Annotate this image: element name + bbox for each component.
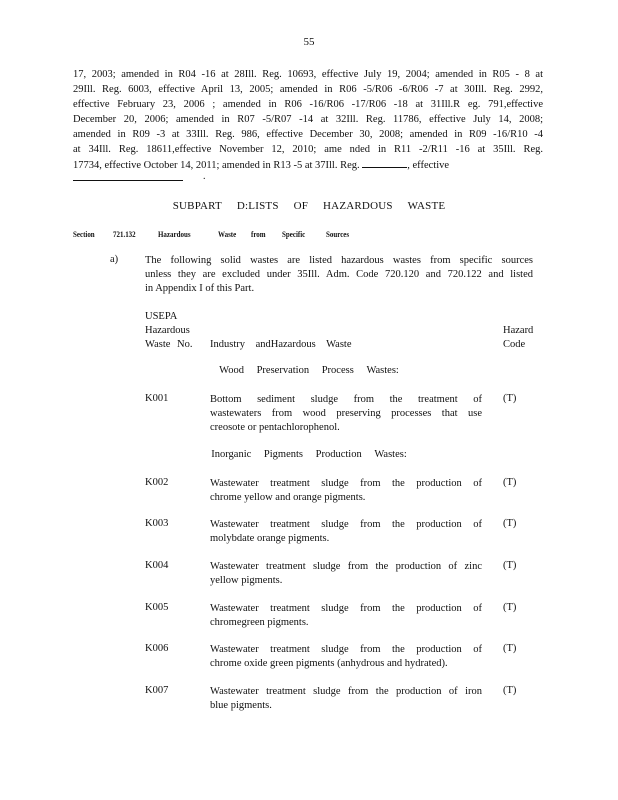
waste-description <box>210 518 482 546</box>
description-line: Bottom sediment sludge from the treatment of <box>210 394 482 405</box>
header-code: Code <box>503 339 526 350</box>
signature-dot: . <box>203 171 206 182</box>
section-number: 721.132 <box>113 229 136 239</box>
hazard-code: (T) <box>503 518 517 529</box>
group-title-word: Process <box>321 365 354 376</box>
waste-code: K007 <box>145 685 169 696</box>
description-line: blue pigments. <box>210 700 272 711</box>
paragraph-line: unless they are excluded under 35Ill. Adm. Code 720.120 and 720.122 and listed <box>145 269 533 280</box>
header-hazardous: Hazardous <box>145 325 190 336</box>
section-title-word: Waste <box>218 229 237 239</box>
subpart-title-word: HAZARDOUS <box>323 200 393 212</box>
group-title-word: Wastes: <box>374 449 407 460</box>
description-line: Wastewater treatment sludge from the production of <box>210 519 482 530</box>
group-title-word: Pigments <box>263 449 303 460</box>
history-line: December 20, 2006; amended in R07 -5/R07 -14 at 32Ill. Reg. 11786, effective July 14, 2008; <box>73 114 543 125</box>
section-title-word: Specific <box>282 229 306 239</box>
waste-code: K001 <box>145 393 169 404</box>
paragraph-line: in Appendix I of this Part. <box>145 283 255 294</box>
waste-description <box>210 685 482 713</box>
description-line: yellow pigments. <box>210 575 283 586</box>
description-line: Wastewater treatment sludge from the production of zinc <box>210 561 482 572</box>
waste-code: K006 <box>145 643 169 654</box>
hazard-code: (T) <box>503 393 517 404</box>
section-title-word: Sources <box>326 229 350 239</box>
group-heading-wood <box>0 365 618 376</box>
description-line: Wastewater treatment sludge from the production of iron <box>210 686 482 697</box>
paragraph-line: The following solid wastes are listed hazardous wastes from specific sources <box>145 255 533 266</box>
group-title-word: Inorganic <box>211 449 252 460</box>
waste-description <box>210 602 482 630</box>
description-line: chrome yellow and orange pigments. <box>210 492 366 503</box>
description-line: Wastewater treatment sludge from the production of <box>210 478 482 489</box>
header-usepa: USEPA <box>145 311 178 322</box>
hazard-code: (T) <box>503 685 517 696</box>
waste-description <box>210 393 482 435</box>
history-line: at 34Ill. Reg. 18611,effective November 12, 2010; ame nded in R11 -2/R11 -16 at 35Ill. Reg. <box>73 144 543 155</box>
subpart-heading <box>0 200 618 212</box>
subpart-title-word: D:LISTS <box>236 200 279 212</box>
waste-code: K003 <box>145 518 169 529</box>
description-line: molybdate orange pigments. <box>210 533 330 544</box>
group-title-word: Wood <box>219 365 244 376</box>
history-end: , effective <box>407 160 450 171</box>
section-title-word: Hazardous <box>158 229 191 239</box>
paragraph-label: a) <box>110 254 119 265</box>
history-line: 17, 2003; amended in R04 -16 at 28Ill. Reg. 10693, effective July 19, 2004; amended in R05 - 8 at <box>73 69 543 80</box>
history-line: 29Ill. Reg. 6003, effective April 13, 2005; amended in R06 -5/R06 -6/R06 -7 at 30Ill. Reg. 2992, <box>73 84 543 95</box>
subpart-label: SUBPART <box>172 200 222 212</box>
description-line: wastewaters from wood preserving processes that use <box>210 408 482 419</box>
description-line: chromegreen pigments. <box>210 617 309 628</box>
hazard-code: (T) <box>503 477 517 488</box>
hazard-code: (T) <box>503 560 517 571</box>
waste-description <box>210 643 482 671</box>
hazard-code: (T) <box>503 643 517 654</box>
subpart-title-word: WASTE <box>407 200 446 212</box>
header-hazard: Hazard <box>503 325 534 336</box>
group-heading-inorganic <box>0 449 618 460</box>
header-industry: Industry andHazardous Waste <box>210 339 352 350</box>
group-title-word: Preservation <box>256 365 310 376</box>
section-title-word: from <box>251 229 266 239</box>
history-line-last <box>73 157 449 173</box>
description-line: chrome oxide green pigments (anhydrous and hydrated). <box>210 658 448 669</box>
header-waste-no: Waste No. <box>145 339 193 350</box>
waste-description <box>210 477 482 505</box>
page-number: 55 <box>303 36 315 48</box>
blank-effective-date <box>73 180 183 181</box>
waste-code: K004 <box>145 560 169 571</box>
waste-code: K002 <box>145 477 169 488</box>
history-line: effective February 23, 2006 ; amended in R06 -16/R06 -17/R06 -18 at 31Ill.R eg. 791,effective <box>73 99 543 110</box>
history-line: amended in R09 -3 at 33Ill. Reg. 986, effective December 30, 2008; amended in R09 -16/R10 -4 <box>73 129 543 140</box>
group-title-word: Wastes: <box>366 365 399 376</box>
waste-description <box>210 560 482 588</box>
description-line: creosote or pentachlorophenol. <box>210 422 340 433</box>
hazard-code: (T) <box>503 602 517 613</box>
section-label: Section <box>73 229 95 239</box>
subpart-title-word: OF <box>293 200 309 212</box>
paragraph-body <box>145 254 533 296</box>
waste-code: K005 <box>145 602 169 613</box>
description-line: Wastewater treatment sludge from the production of <box>210 644 482 655</box>
description-line: Wastewater treatment sludge from the production of <box>210 603 482 614</box>
group-title-word: Production <box>315 449 362 460</box>
blank-register-page <box>362 157 407 168</box>
history-line: 17734, effective October 14, 2011; amended in R13 -5 at 37Ill. Reg. <box>73 160 360 171</box>
